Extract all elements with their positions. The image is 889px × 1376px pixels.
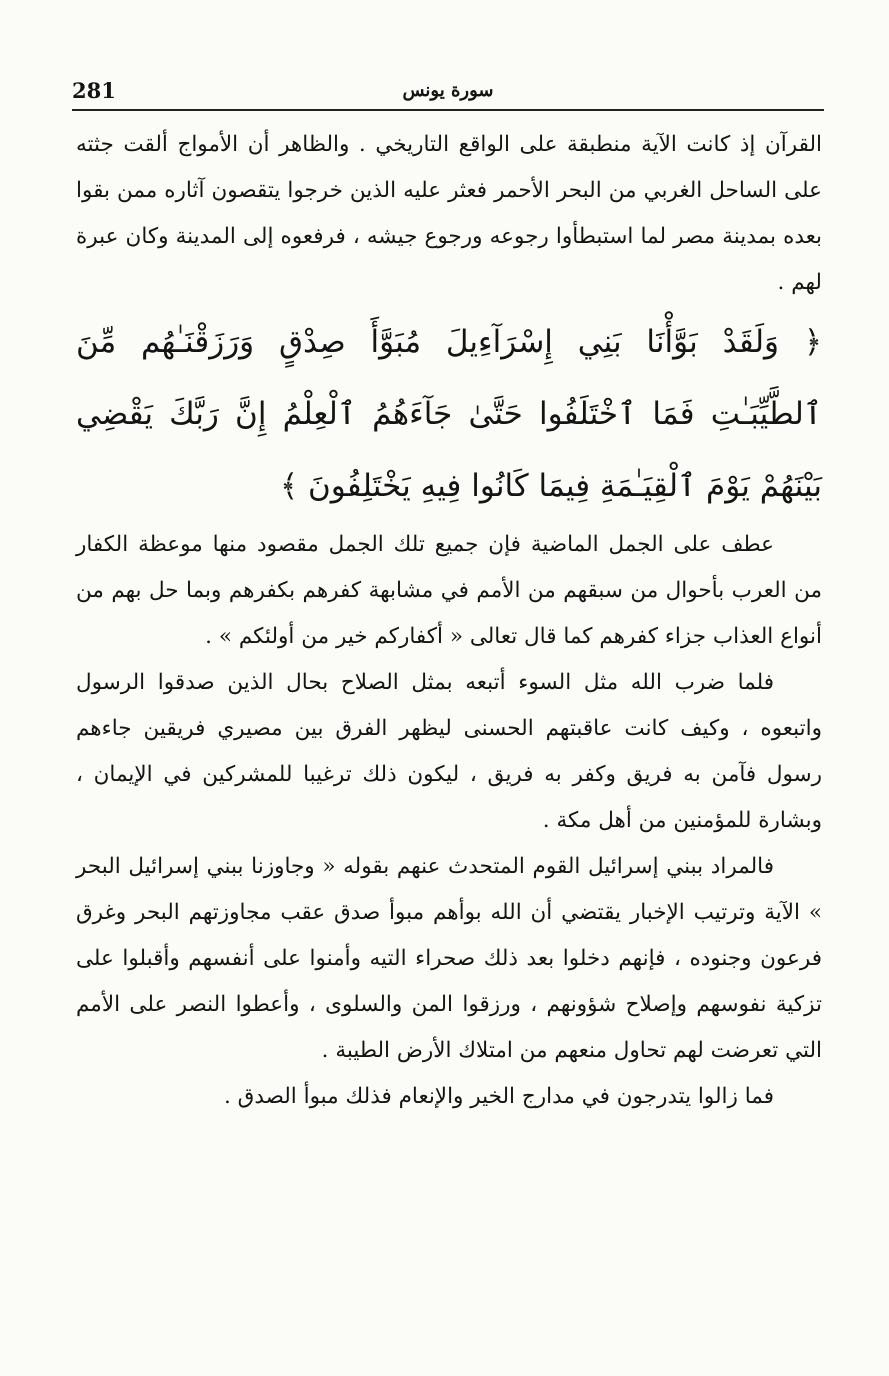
running-title: سورة يونس (402, 80, 494, 101)
header-rule (72, 109, 824, 111)
commentary-paragraph: عطف على الجمل الماضية فإن جميع تلك الجمل مقصود منها موعظة الكفار من العرب بأحوال من سبقهم من الأمم في مشابهة كفرهم بكفرهم وبما حل بهم من أنواع العذاب جزاء كفرهم كما قال تعالى « أكفاركم خير من أولئكم » . (76, 532, 822, 649)
commentary-paragraph: فلما ضرب الله مثل السوء أتبعه بمثل الصلاح بحال الذين صدقوا الرسول واتبعوه ، وكيف كانت عاقبتهم الحسنى ليظهر الفرق بين مصيري فريقين جاءهم رسول فآمن به فريق وكفر به فريق ، ليكون ذلك ترغيبا للمشركين في الإيمان ، وبشارة للمؤمنين من أهل مكة . (76, 670, 822, 833)
body-paragraph: القرآن إذ كانت الآية منطبقة على الواقع التاريخي . والظاهر أن الأمواج ألقت جثته على الساحل الغربي من البحر الأحمر فعثر عليه الذين خرجوا يتقصون آثاره ممن بقوا بعده بمدينة مصر لما استبطأوا رجوعه ورجوع جيشه ، فرفعوه إلى المدينة وكان عبرة لهم . (76, 132, 822, 295)
page-body (76, 122, 822, 1120)
page-number: 281 (72, 78, 116, 103)
commentary-paragraph: فالمراد ببني إسرائيل القوم المتحدث عنهم بقوله « وجاوزنا ببني إسرائيل البحر » الآية وترتيب الإخبار يقتضي أن الله بوأهم مبوأ صدق عقب مجاوزتهم البحر وغرق فرعون وجنوده ، فإنهم دخلوا بعد ذلك صحراء التيه وأمنوا على أنفسهم وأقبلوا على تزكية نفوسهم وإصلاح شؤونهم ، ورزقوا المن والسلوى ، وأعطوا النصر على الأمم التي تعرضت لهم تحاول منعهم من امتلاك الأرض الطيبة . (76, 854, 822, 1063)
page-header (72, 70, 824, 110)
quran-verse: ﴿ وَلَقَدْ بَوَّأْنَا بَنِي إِسْرَآءِيلَ مُبَوَّأَ صِدْقٍ وَرَزَقْنَـٰهُم مِّنَ ٱلطَّيِّبَـٰتِ فَمَا ٱخْتَلَفُوا حَتَّىٰ جَآءَهُمُ ٱلْعِلْمُ إِنَّ رَبَّكَ يَقْضِي بَيْنَهُمْ يَوْمَ ٱلْقِيَـٰمَةِ فِيمَا كَانُوا فِيهِ يَخْتَلِفُونَ ﴾ (76, 324, 822, 504)
commentary-paragraph: فما زالوا يتدرجون في مدارج الخير والإنعام فذلك مبوأ الصدق . (223, 1084, 774, 1109)
